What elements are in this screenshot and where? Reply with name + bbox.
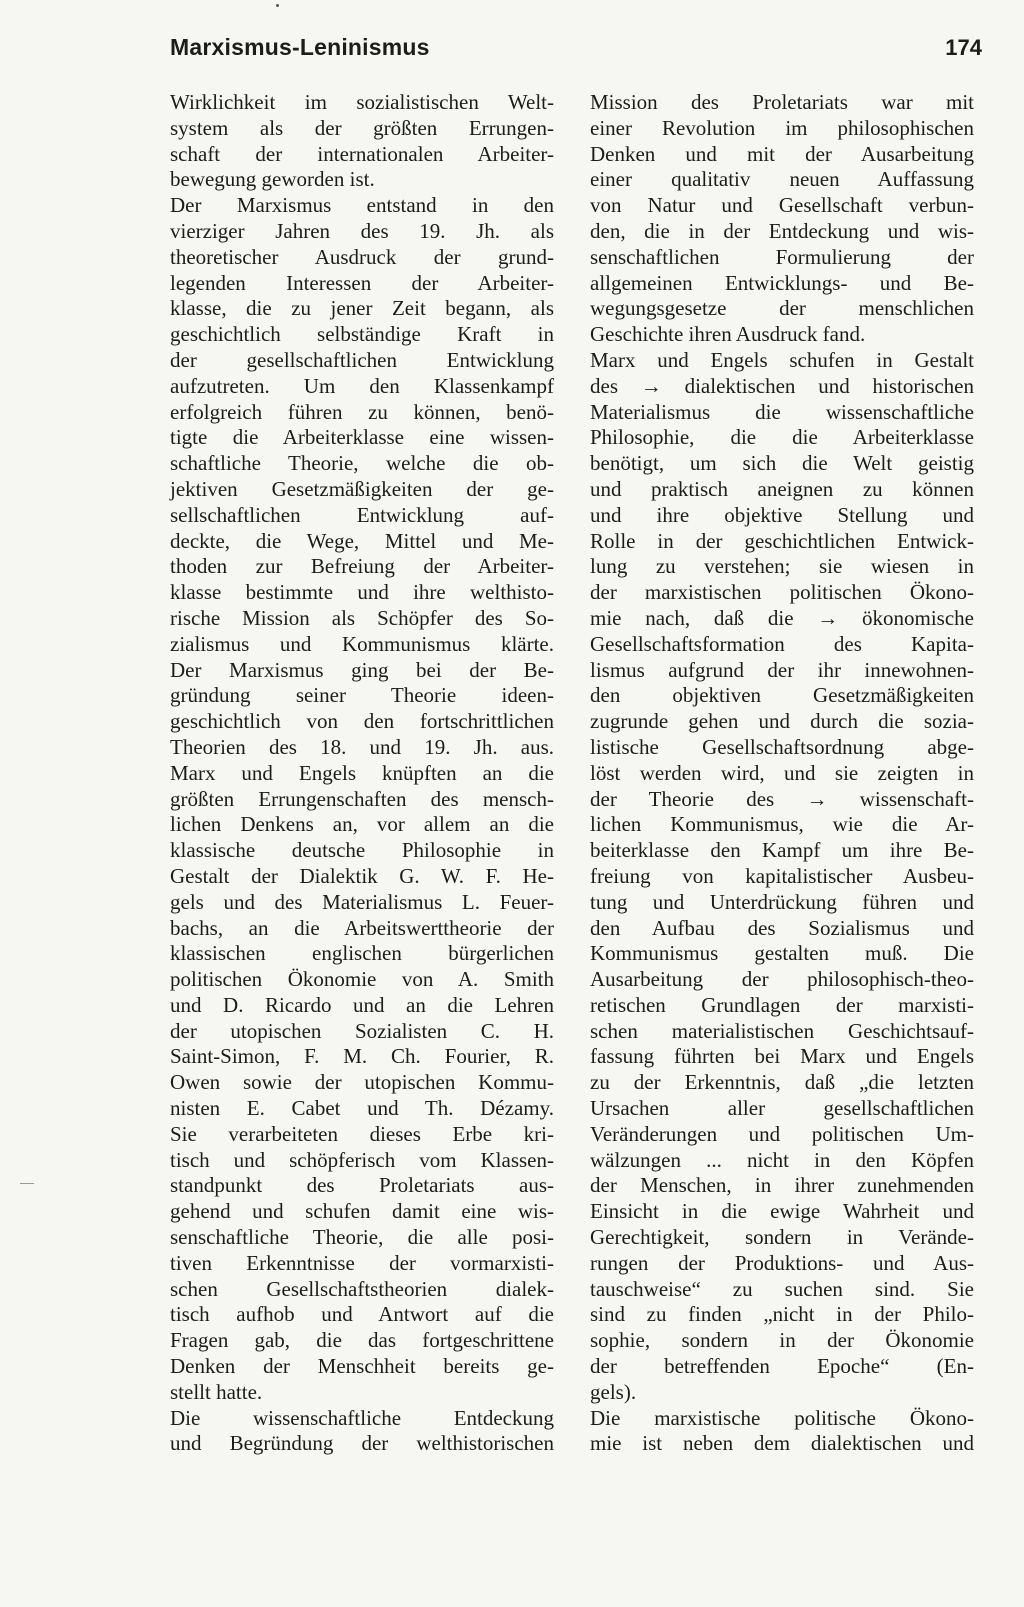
text-line: Marx und Engels knüpften an die [170, 760, 554, 785]
text-line: gehend und schufen damit eine wis- [170, 1199, 554, 1224]
text-line: Rolle in der geschichtlichen Entwick- [590, 528, 974, 553]
text-line: retischen Grundlagen der marxisti- [590, 992, 974, 1017]
text-line: fassung führten bei Marx und Engels [590, 1044, 974, 1069]
running-head: Marxismus-Leninismus [170, 34, 430, 60]
text-line: Die marxistische politische Ökono- [590, 1405, 974, 1430]
right-column [590, 90, 974, 1457]
text-line: system als der größten Errungen- [170, 115, 554, 140]
page-header [170, 34, 982, 74]
text-line: bachs, an die Arbeitswerttheorie der [170, 915, 554, 940]
text-line: Gerechtigkeit, sondern in Verände- [590, 1225, 974, 1250]
text-line: und D. Ricardo und an die Lehren [170, 992, 554, 1017]
text-line: Denken der Menschheit bereits ge- [170, 1354, 554, 1379]
text-line: Geschichte ihren Ausdruck fand. [590, 322, 866, 347]
text-line: Theorien des 18. und 19. Jh. aus. [170, 734, 554, 759]
text-line: der Menschen, in ihrer zunehmenden [590, 1173, 974, 1198]
text-line: vierziger Jahren des 19. Jh. als [170, 218, 554, 243]
text-line: tigte die Arbeiterklasse eine wissen- [170, 425, 554, 450]
text-line: wegungsgesetze der menschlichen [590, 296, 974, 321]
text-line: sellschaftlichen Entwicklung auf- [170, 502, 554, 527]
text-line: Saint-Simon, F. M. Ch. Fourier, R. [170, 1044, 554, 1069]
text-line: Gesellschaftsformation des Kapita- [590, 631, 974, 656]
text-line: tiven Erkenntnisse der vormarxisti- [170, 1250, 554, 1275]
text-line: der gesellschaftlichen Entwicklung [170, 347, 554, 372]
text-line: der Theorie des → wissenschaft- [590, 786, 974, 811]
text-line: tisch und schöpferisch vom Klassen- [170, 1147, 554, 1172]
text-line: erfolgreich führen zu können, benö- [170, 399, 554, 424]
text-line: legenden Interessen der Arbeiter- [170, 270, 554, 295]
text-line: beiterklasse den Kampf um ihre Be- [590, 838, 974, 863]
text-line: jektiven Gesetzmäßigkeiten der ge- [170, 476, 554, 501]
text-line: klasse, die zu jener Zeit begann, als [170, 296, 554, 321]
text-line: Kommunismus gestalten muß. Die [590, 941, 974, 966]
text-line: lichen Kommunismus, wie die Ar- [590, 812, 974, 837]
text-line: einer qualitativ neuen Auffassung [590, 167, 974, 192]
text-line: politischen Ökonomie von A. Smith [170, 967, 554, 992]
text-line: senschaftlichen Formulierung der [590, 244, 974, 269]
text-line: zugrunde gehen und durch die sozia- [590, 709, 974, 734]
text-line: stellt hatte. [170, 1379, 263, 1404]
text-line: mie nach, daß die → ökonomische [590, 605, 974, 630]
margin-mark [20, 1183, 34, 1184]
text-line: tauschweise“ zu suchen sind. Sie [590, 1276, 974, 1301]
text-line: tisch aufhob und Antwort auf die [170, 1302, 554, 1327]
text-line: Veränderungen und politischen Um- [590, 1121, 974, 1146]
text-line: listische Gesellschaftsordnung abge- [590, 734, 974, 759]
text-line: sind zu finden „nicht in der Philo- [590, 1302, 974, 1327]
text-line: schaft der internationalen Arbeiter- [170, 141, 554, 166]
text-line: Fragen gab, die das fortgeschrittene [170, 1328, 554, 1353]
text-line: Gestalt der Dialektik G. W. F. He- [170, 863, 554, 888]
text-line: Die wissenschaftliche Entdeckung [170, 1405, 554, 1430]
text-line: sophie, sondern in der Ökonomie [590, 1328, 974, 1353]
text-line: Der Marxismus ging bei der Be- [170, 657, 554, 682]
text-line: schen materialistischen Geschichtsauf- [590, 1018, 974, 1043]
text-line: der betreffenden Epoche“ (En- [590, 1354, 974, 1379]
text-line: einer Revolution im philosophischen [590, 115, 974, 140]
text-line: Sie verarbeiteten dieses Erbe kri- [170, 1121, 554, 1146]
text-line: den Aufbau des Sozialismus und [590, 915, 974, 940]
text-line: Wirklichkeit im sozialistischen Welt- [170, 90, 554, 114]
text-line: klasse bestimmte und ihre welthisto- [170, 580, 554, 605]
text-line: standpunkt des Proletariats aus- [170, 1173, 554, 1198]
text-line: Owen sowie der utopischen Kommu- [170, 1070, 554, 1095]
text-line: bewegung geworden ist. [170, 167, 375, 192]
text-line: zu der Erkenntnis, daß „die letzten [590, 1070, 974, 1095]
text-line: senschaftliche Theorie, die alle posi- [170, 1225, 554, 1250]
text-line: Ursachen aller gesellschaftlichen [590, 1096, 974, 1121]
text-line: gels). [590, 1379, 637, 1404]
text-line: thoden zur Befreiung der Arbeiter- [170, 554, 554, 579]
text-line: theoretischer Ausdruck der grund- [170, 244, 554, 269]
text-line: Materialismus die wissenschaftliche [590, 399, 974, 424]
text-line: wälzungen ... nicht in den Köpfen [590, 1147, 974, 1172]
text-line: Der Marxismus entstand in den [170, 193, 554, 218]
text-line: geschichtlich von den fortschrittlichen [170, 709, 554, 734]
text-line: Philosophie, die die Arbeiterklasse [590, 425, 974, 450]
text-line: lung zu verstehen; sie wiesen in [590, 554, 974, 579]
text-line: rische Mission als Schöpfer des So- [170, 605, 554, 630]
text-line: von Natur und Gesellschaft verbun- [590, 193, 974, 218]
text-line: mie ist neben dem dialektischen und [590, 1431, 974, 1456]
text-line: aufzutreten. Um den Klassenkampf [170, 373, 554, 398]
text-line: den, die in der Entdeckung und wis- [590, 218, 974, 243]
text-line: klassischen englischen bürgerlichen [170, 941, 554, 966]
text-line: löst werden wird, und sie zeigten in [590, 760, 974, 785]
text-line: und Begründung der welthistorischen [170, 1431, 554, 1456]
text-line: zialismus und Kommunismus klärte. [170, 631, 554, 656]
text-line: Marx und Engels schufen in Gestalt [590, 347, 974, 372]
text-line: schaftliche Theorie, welche die ob- [170, 451, 554, 476]
text-line: schen Gesellschaftstheorien dialek- [170, 1276, 554, 1301]
text-line: der utopischen Sozialisten C. H. [170, 1018, 554, 1043]
text-line: allgemeinen Entwicklungs- und Be- [590, 270, 974, 295]
text-line: Denken und mit der Ausarbeitung [590, 141, 974, 166]
text-line: Einsicht in die ewige Wahrheit und [590, 1199, 974, 1224]
text-line: Mission des Proletariats war mit [590, 90, 974, 114]
text-line: gründung seiner Theorie ideen- [170, 683, 554, 708]
text-line: rungen der Produktions- und Aus- [590, 1250, 974, 1275]
text-line: größten Errungenschaften des mensch- [170, 786, 554, 811]
text-line: des → dialektischen und historischen [590, 373, 974, 398]
print-mark [276, 4, 279, 7]
text-line: und ihre objektive Stellung und [590, 502, 974, 527]
text-line: lichen Denkens an, vor allem an die [170, 812, 554, 837]
text-line: geschichtlich selbständige Kraft in [170, 322, 554, 347]
text-line: und praktisch aneignen zu können [590, 476, 974, 501]
text-line: tung und Unterdrückung führen und [590, 889, 974, 914]
text-line: lismus aufgrund der ihr innewohnen- [590, 657, 974, 682]
text-line: den objektiven Gesetzmäßigkeiten [590, 683, 974, 708]
page-number: 174 [945, 35, 982, 60]
text-line: gels und des Materialismus L. Feuer- [170, 889, 554, 914]
text-line: Ausarbeitung der philosophisch-theo- [590, 967, 974, 992]
left-column [170, 90, 554, 1457]
text-line: deckte, die Wege, Mittel und Me- [170, 528, 554, 553]
text-line: nisten E. Cabet und Th. Dézamy. [170, 1096, 554, 1121]
text-line: freiung von kapitalistischer Ausbeu- [590, 863, 974, 888]
text-line: der marxistischen politischen Ökono- [590, 580, 974, 605]
text-line: benötigt, um sich die Welt geistig [590, 451, 974, 476]
text-line: klassische deutsche Philosophie in [170, 838, 554, 863]
